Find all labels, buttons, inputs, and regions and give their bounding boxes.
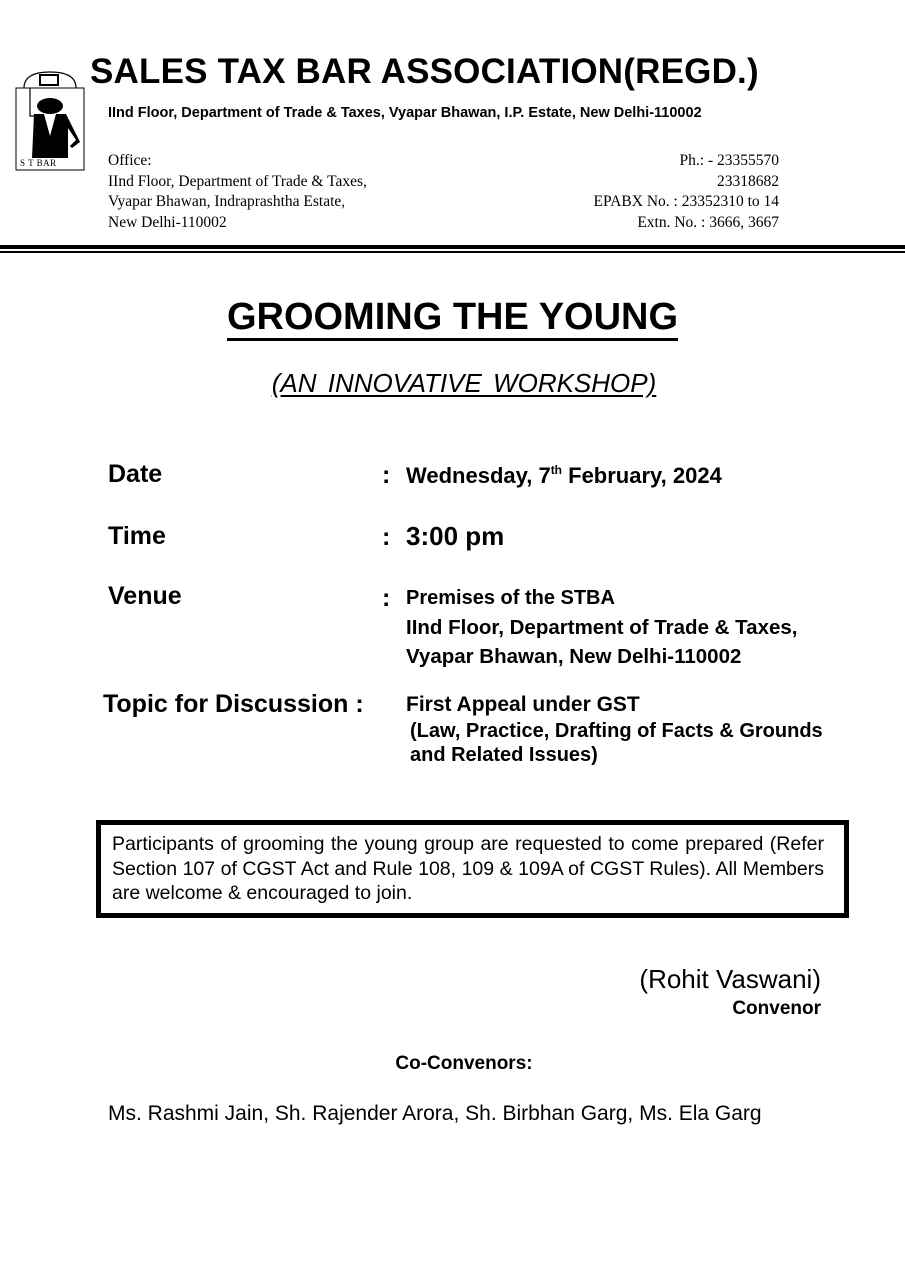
office-line: New Delhi-110002 — [108, 213, 227, 231]
stbar-logo-icon — [14, 68, 86, 172]
date-ordinal: th — [550, 463, 563, 477]
topic-details — [410, 719, 823, 767]
date-colon: : — [382, 461, 391, 489]
venue-label: Venue — [108, 582, 182, 610]
venue-line: IInd Floor, Department of Trade & Taxes, — [406, 616, 798, 639]
header-divider-thin — [0, 251, 905, 253]
organization-address: IInd Floor, Department of Trade & Taxes, Vyapar Bhawan, I.P. Estate, New Delhi-110002 — [108, 105, 702, 121]
notice-text: Participants of grooming the young group are requested to come prepared (Refer Section 107 of CGST Act and Rule 108, 109 & 109A of CGST Rules). All Members are welcome & encouraged to join. — [112, 833, 824, 904]
time-colon: : — [382, 523, 391, 551]
venue-colon: : — [382, 584, 391, 612]
co-convenors-heading: Co-Convenors: — [395, 1053, 533, 1074]
venue-line: Vyapar Bhawan, New Delhi-110002 — [406, 645, 742, 668]
date-value-rest: February, 2024 — [562, 463, 722, 488]
office-line: Vyapar Bhawan, Indraprashtha Estate, — [108, 193, 346, 210]
convenor-name: (Rohit Vaswani) — [639, 964, 821, 994]
contact-block — [594, 151, 779, 233]
extension-line: Extn. No. : 3666, 3667 — [637, 213, 779, 231]
phone-line: Ph.: - 23355570 — [679, 152, 779, 169]
topic-main: First Appeal under GST — [406, 693, 640, 716]
co-convenors-names: Ms. Rashmi Jain, Sh. Rajender Arora, Sh. Birbhan Garg, Ms. Ela Garg — [108, 1102, 762, 1125]
date-value — [406, 463, 722, 489]
date-label: Date — [108, 460, 163, 488]
logo-text: S T BAR — [20, 158, 57, 168]
venue-value — [406, 584, 797, 671]
office-line: IInd Floor, Department of Trade & Taxes, — [108, 172, 367, 190]
header-divider-thick — [0, 245, 905, 249]
time-value: 3:00 pm — [406, 521, 505, 551]
office-line: Office: — [108, 152, 152, 169]
convenor-role: Convenor — [732, 998, 821, 1019]
epabx-line: EPABX No. : 23352310 to 14 — [593, 193, 779, 210]
event-subtitle: (AN INNOVATIVE WORKSHOP) — [271, 368, 657, 398]
venue-line: Premises of the STBA — [406, 587, 615, 609]
topic-label: Topic for Discussion : — [103, 690, 364, 718]
topic-detail-line: (Law, Practice, Drafting of Facts & Grounds — [410, 720, 823, 742]
event-title — [0, 296, 905, 339]
phone-line: 23318682 — [717, 172, 779, 190]
notice-box — [96, 820, 849, 918]
time-label: Time — [108, 522, 166, 550]
stbar-logo — [14, 68, 86, 172]
topic-detail-line: and Related Issues) — [410, 744, 598, 766]
event-title-text: GROOMING THE YOUNG — [227, 296, 678, 341]
office-address-block — [108, 151, 367, 233]
date-value-main: Wednesday, 7 — [406, 463, 551, 488]
organization-name: SALES TAX BAR ASSOCIATION(REGD.) — [90, 52, 759, 91]
